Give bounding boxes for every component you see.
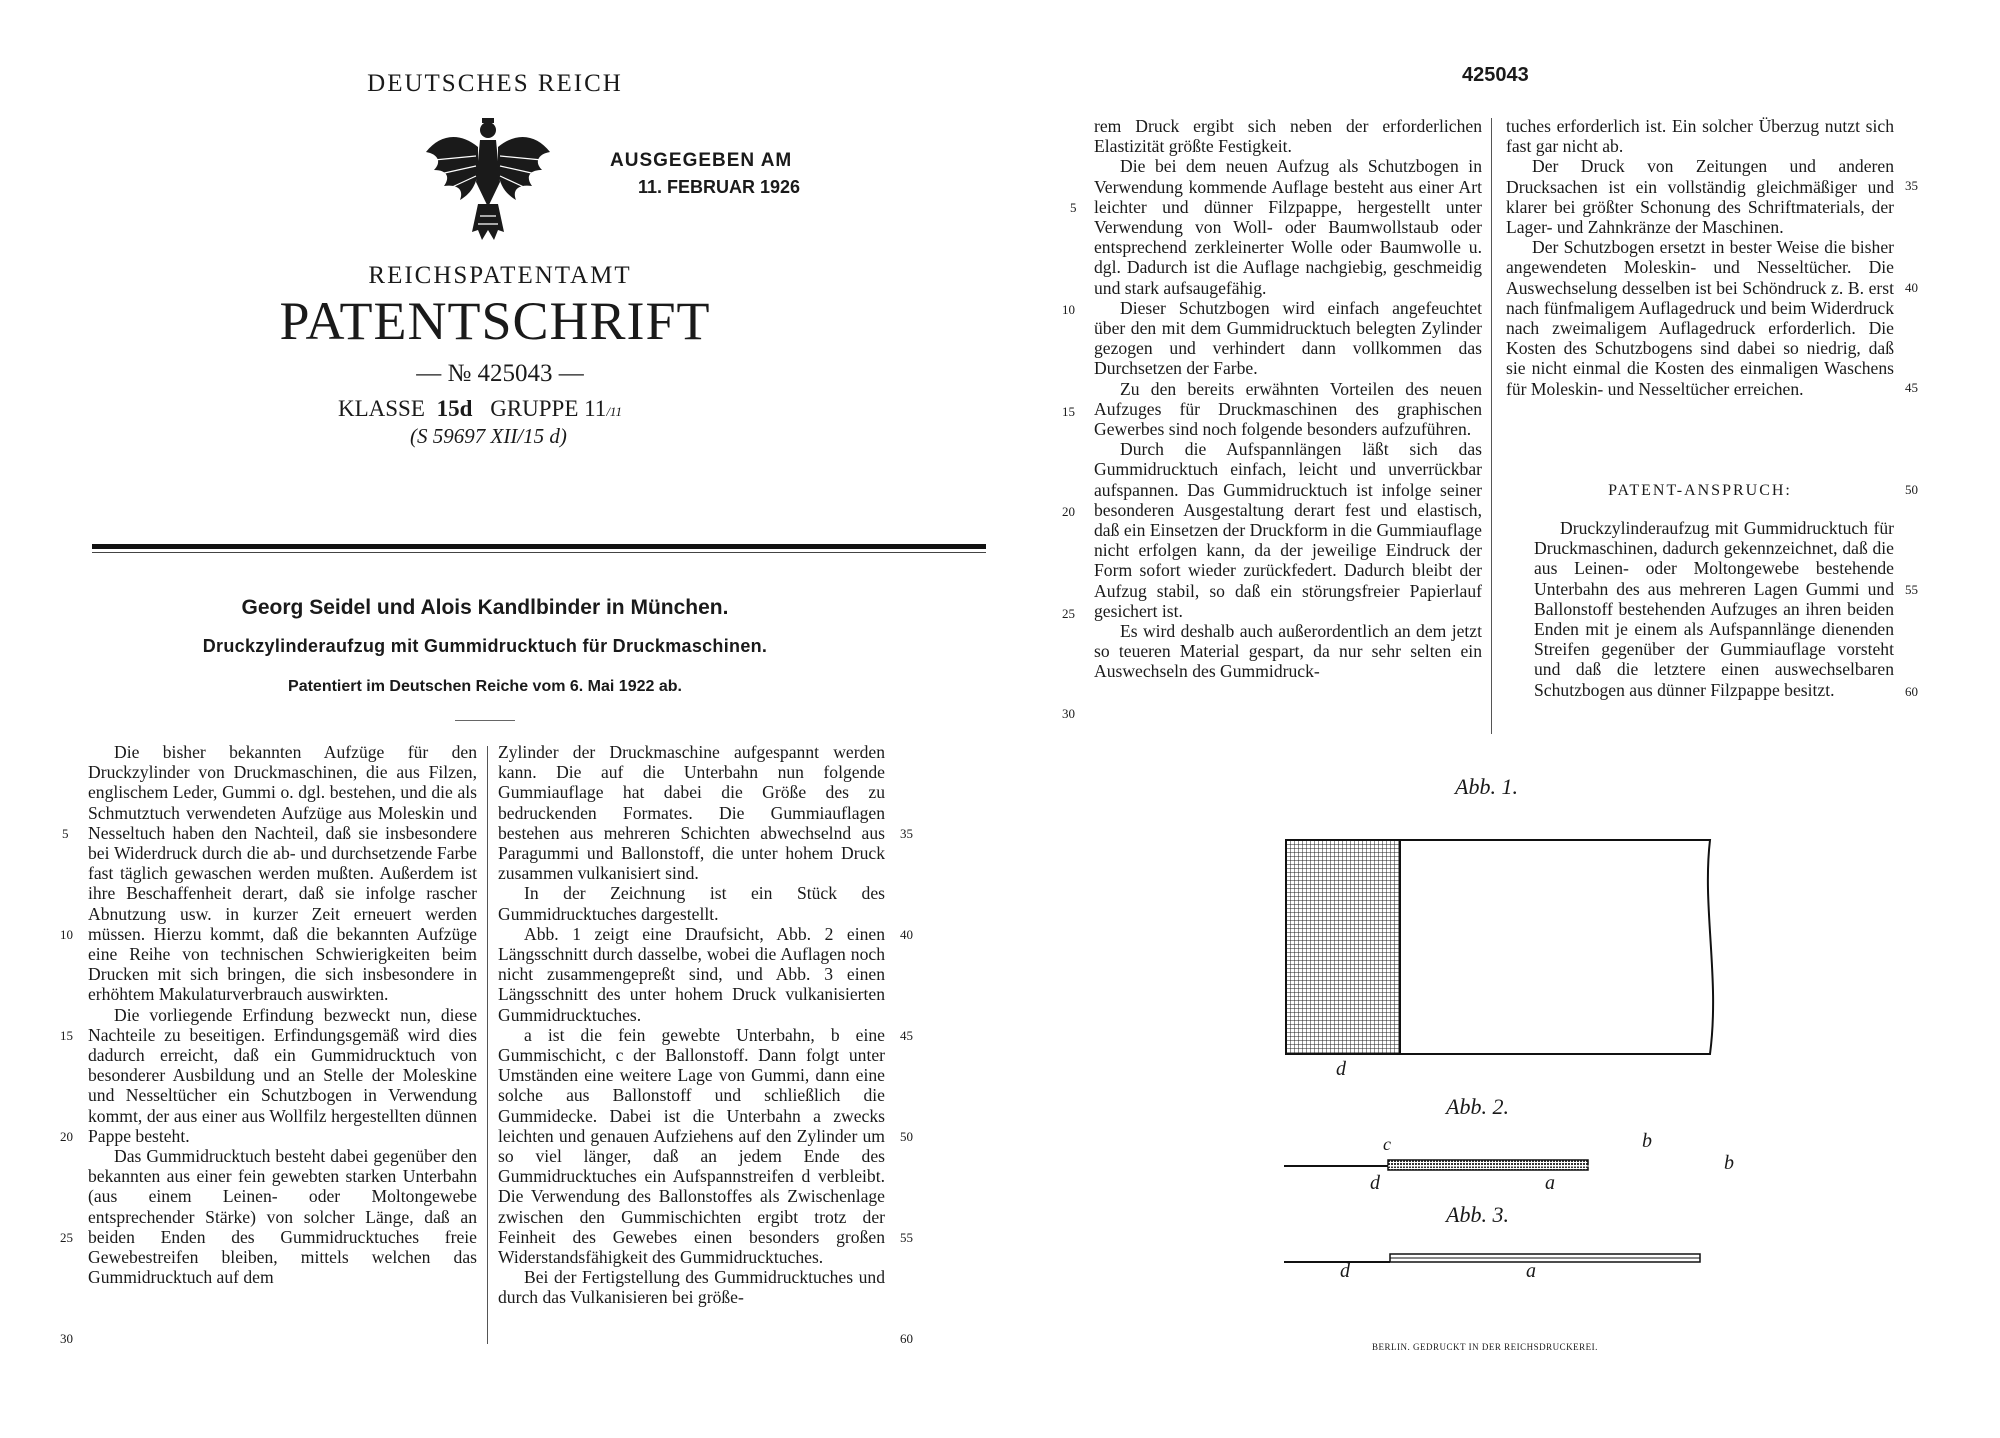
line-number: 35 (900, 826, 913, 841)
issued-label: AUSGEGEBEN AM (610, 150, 793, 171)
line-number: 25 (1062, 606, 1075, 621)
line-number: 50 (900, 1129, 913, 1144)
paragraph: tuches erforderlich ist. Ein solcher Überzug nutzt sich fast gar nicht ab. (1506, 116, 1894, 157)
line-number: 45 (900, 1028, 913, 1043)
paragraph: Zu den bereits erwähnten Vorteilen des neuen Aufzuges für Druckmaschinen des graphischen Gewerbes sind noch folgende besonders aufzuführen. (1094, 378, 1482, 440)
figure-2-label-a: a (1545, 1172, 1555, 1194)
figure-2-caption: Abb. 2. (1446, 1094, 1509, 1119)
left-column-1 (88, 742, 477, 1287)
gruppe-suffix: /11 (606, 404, 622, 419)
line-number: 15 (1062, 404, 1075, 419)
invention-title: Druckzylinderaufzug mit Gummidrucktuch für Druckmaschinen. (202, 636, 768, 656)
line-number: 25 (60, 1230, 73, 1245)
figure-2-label-b-top: b (1642, 1130, 1652, 1152)
paragraph: Die bisher bekannten Aufzüge für den Druckzylinder von Druckmaschinen, die aus Filzen, englischem Leder, Gummi o. dgl. bestehen, und die als Schmutztuch verwendeten Aufzüge aus Moleskin und Nesseltuch haben den Nachteil, daß sie insbesondere bei Widerdruck durch die ab- und durchsetzende Farbe fast täglich gewaschen werden mußten. Außerdem ist ihre Beschaffenheit derart, daß sie infolge rascher Abnutzung usw. in kurzer Zeit erneuert werden müssen. Hierzu kommt, daß die bekannten Aufzüge eine Reihe von technischen Schwierigkeiten beim Drucken mit sich bringen, die sich insbesondere in erhöhtem Makulaturverbrauch auswirkten. (88, 742, 477, 1005)
office-heading: REICHSPATENTAMT (368, 262, 632, 289)
line-number: 10 (1062, 302, 1075, 317)
paragraph: Dieser Schutzbogen wird einfach angefeuchtet über den mit dem Gummidrucktuch belegten Zylinder gezogen und verhindert dann vollkommen das Durchsetzen der Farbe. (1094, 297, 1482, 379)
figure-3-caption: Abb. 3. (1446, 1202, 1509, 1227)
klasse-label: KLASSE (338, 396, 425, 421)
gruppe-label: GRUPPE (490, 396, 579, 421)
figure-2-label-c: c (1383, 1134, 1391, 1154)
claim-heading: PATENT-ANSPRUCH: (1608, 482, 1792, 499)
line-number: 20 (60, 1129, 73, 1144)
line-number: 60 (1905, 684, 1918, 699)
inventors-line: Georg Seidel und Alois Kandlbinder in München. (241, 596, 729, 619)
issued-date: 11. FEBRUAR 1926 (638, 177, 801, 197)
right-column-2 (1506, 116, 1894, 399)
figure-2-drawing (1280, 1148, 1740, 1178)
paragraph: Durch die Aufspannlängen läßt sich das Gummidrucktuch einfach, leicht und unverrückbar aufspannen. Das Gummidrucktuch ist infolge seiner besonderen Ausgestaltung derart fest und elastisch, daß ein Einsetzen der Druckform in die Gummiauflage nicht erfolgen kann, da der jeweilige Eindruck der Form sofort wieder zurückfedert. Dadurch bleibt der Aufzug stabil, so daß ein störungsfreier Papierlauf gesichert ist. (1094, 439, 1482, 621)
patented-line: Patentiert im Deutschen Reiche vom 6. Mai 1922 ab. (288, 678, 682, 695)
right-column-1 (1094, 116, 1482, 682)
line-number: 45 (1905, 380, 1918, 395)
column-divider (487, 746, 488, 1344)
line-number: 15 (60, 1028, 73, 1043)
line-number: 30 (1062, 706, 1075, 721)
klasse-value: 15d (436, 396, 473, 421)
paragraph: Zylinder der Druckmaschine aufgespannt werden kann. Die auf die Unterbahn nun folgende Gummiauflage hat dabei die Größe des zu bedruckenden Formates. Die Gummiauflagen bestehen aus mehreren Schichten abwechselnd aus Paragummi und Ballonstoff, die unter hohem Druck zusammen vulkanisiert sind. (498, 742, 885, 884)
figure-3-label-a: a (1526, 1260, 1536, 1282)
line-number: 50 (1905, 482, 1918, 497)
figure-1-caption: Abb. 1. (1455, 774, 1518, 799)
gruppe-value: 11 (584, 396, 607, 421)
line-number: 55 (900, 1230, 913, 1245)
printer-footer: BERLIN. GEDRUCKT IN DER REICHSDRUCKEREI. (1372, 1342, 1598, 1352)
paragraph: a ist die fein gewebte Unterbahn, b eine Gummischicht, c der Ballonstoff. Dann folgt unter Umständen eine weitere Lage von Gummi, dann eine solche aus Ballonstoff und schließlich die Gummidecke. Dabei ist die Unterbahn a zwecks leichten und genauen Aufziehens auf den Zylinder um so viel länger, daß an jedem Ende des Gummidrucktuches ein Aufspannstreifen d verbleibt. Die Verwendung des Ballonstoffes als Zwischenlage zwischen den Gummischichten ergibt trotz der Feinheit des Gewebes einen besonders großen Widerstandsfähigkeit des Gummidrucktuches. (498, 1024, 885, 1268)
column-divider (1491, 118, 1492, 734)
title-separator (455, 720, 515, 721)
country-heading: DEUTSCHES REICH (367, 70, 623, 97)
line-number: 40 (900, 927, 913, 942)
claim-text (1534, 518, 1894, 700)
paragraph: In der Zeichnung ist ein Stück des Gummidrucktuches dargestellt. (498, 883, 885, 924)
line-number: 55 (1905, 582, 1918, 597)
paragraph: Die bei dem neuen Aufzug als Schutzbogen in Verwendung kommende Auflage besteht aus einer Art leichter und dünner Filzpappe, hergestellt unter Verwendung von Woll- oder Baumwollstaub oder entsprechend zerkleinerter Wolle oder Baumwolle u. dgl. Dadurch ist die Auflage nachgiebig, geschmeidig und stark aufsaugefähig. (1094, 156, 1482, 298)
paragraph: Es wird deshalb auch außerordentlich an dem jetzt so teueren Material gespart, da nur sehr selten ein Auswechseln des Gummidruck- (1094, 621, 1482, 682)
classification-line (338, 396, 622, 422)
paragraph: Der Druck von Zeitungen und anderen Drucksachen ist ein vollständig gleichmäßiger und klarer bei größter Schonung des Schriftmaterials, der Lager- und Zahnkränze der Maschinen. (1506, 156, 1894, 238)
paragraph: Die vorliegende Erfindung bezweckt nun, diese Nachteile zu beseitigen. Erfindungsgemäß wird dies dadurch erreicht, daß ein Gummidrucktuch von besonderer Ausbildung und an Stelle der Moleskine und Nesseltücher ein Schutzbogen in Verwendung kommt, der aus einer aus Wollfilz hergestellten dünnen Pappe besteht. (88, 1004, 477, 1146)
line-number: 35 (1905, 178, 1918, 193)
figure-2-label-b-right: b (1724, 1152, 1734, 1174)
paragraph: Das Gummidrucktuch besteht dabei gegenüber den bekannten aus einer fein gewebten starken Unterbahn (aus einem Leinen- oder Moltongewebe entsprechender Stärke) von solcher Länge, daß an beiden Enden des Gummidrucktuches freie Gewebestreifen bleiben, mittels welchen das Gummidrucktuch auf dem (88, 1146, 477, 1288)
left-column-2 (498, 742, 885, 1308)
paragraph: Der Schutzbogen ersetzt in bester Weise die bisher angewendeten Moleskin- und Nesseltücher. Die Auswechselung desselben ist bei Schöndruck z. B. erst nach fünfmaligem Auflagedruck und beim Widerdruck nach zweimaligem Auflagedruck erforderlich. Die Kosten des Schutzbogens sind dabei so niedrig, daß sie nicht einmal die Kosten des einmaligen Waschens für Moleskin- und Nesseltücher erreichen. (1506, 237, 1894, 399)
paragraph: rem Druck ergibt sich neben der erforderlichen Elastizität größte Festigkeit. (1094, 116, 1482, 157)
file-reference: (S 59697 XII/15 d) (410, 424, 567, 448)
line-number: 10 (60, 927, 73, 942)
figure-2-label-d: d (1370, 1172, 1380, 1194)
header-rule-thin (92, 552, 986, 553)
line-number: 40 (1905, 280, 1918, 295)
figure-1-drawing (1270, 828, 1730, 1088)
paragraph: Druckzylinderaufzug mit Gummidrucktuch für Druckmaschinen, dadurch gekennzeichnet, daß die aus Leinen- oder Moltongewebe bestehende Unterbahn des aus mehreren Lagen Gummi und Ballonstoff bestehenden Aufzuges an ihren beiden Enden mit je einem als Aufspannlänge dienenden Streifen gegenüber der Gummiauflage vorsteht und daß die letztere einen auswechselbaren Schutzbogen aus dünner Filzpappe besitzt. (1534, 518, 1894, 700)
line-number: 20 (1062, 504, 1075, 519)
paragraph: Bei der Fertigstellung des Gummidrucktuches und durch das Vulkanisieren bei größe- (498, 1267, 885, 1308)
line-number: 60 (900, 1331, 913, 1346)
figure-1-label-d: d (1336, 1058, 1346, 1080)
figure-3-label-d: d (1340, 1260, 1350, 1282)
eagle-emblem (420, 112, 555, 247)
paragraph: Abb. 1 zeigt eine Draufsicht, Abb. 2 einen Längsschnitt durch dasselbe, wobei die Auflagen noch nicht zusammengepreßt sind, und Abb. 3 einen Längsschnitt des unter hohem Druck vulkanisierten Gummidrucktuches. (498, 923, 885, 1025)
line-number: 30 (60, 1331, 73, 1346)
patent-number-line: — № 425043 — (416, 360, 584, 387)
page-number: 425043 (1462, 64, 1529, 86)
line-number: 5 (1070, 200, 1077, 215)
line-number: 5 (62, 826, 69, 841)
header-rule (92, 544, 986, 549)
doc-type-heading: PATENTSCHRIFT (279, 291, 711, 351)
